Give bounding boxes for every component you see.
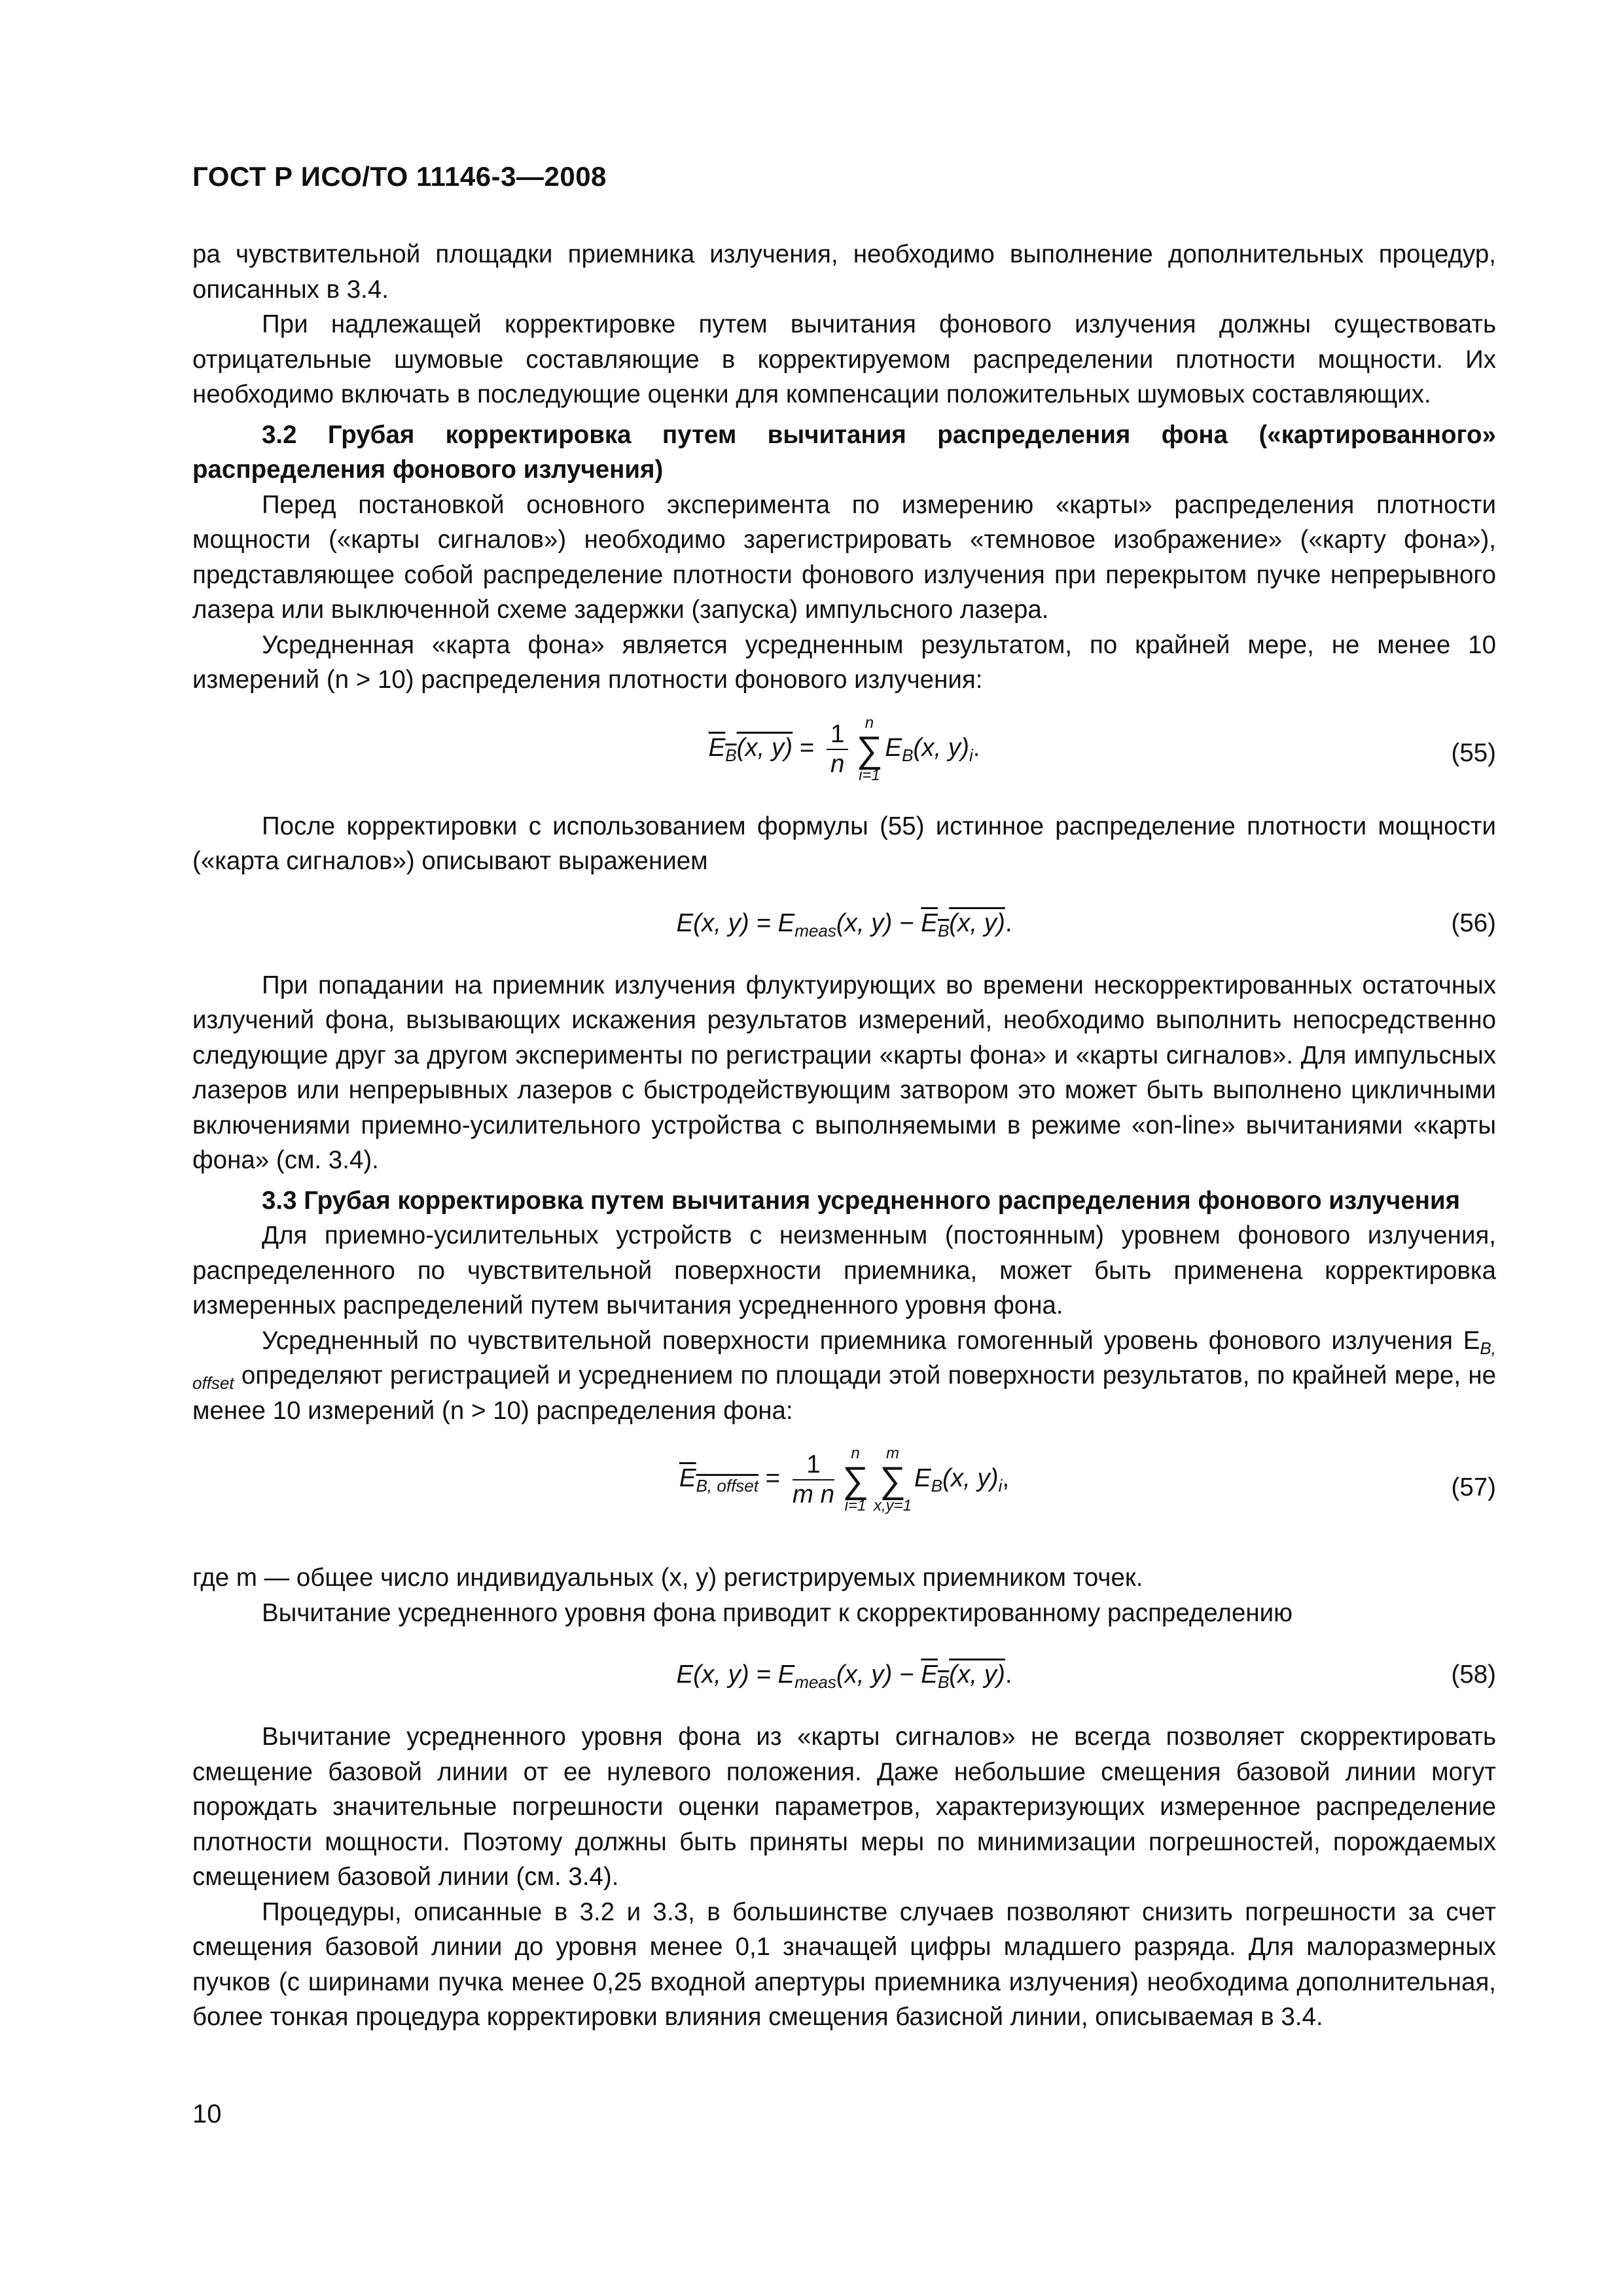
paragraph-after-correction: После корректировки с использованием формулы (55) истинное распределение плотности мощности («карта сигналов») описывают выражением [192,812,1496,875]
paragraph-averaged-map: Усредненная «карта фона» является усредненным результатом, по крайней мере, не менее 10 измерений (n > 10) распределения плотности фонового излучения: [192,630,1496,694]
paragraph-homogeneous-level: Усредненный по чувствительной поверхности приемника гомогенный уровень фонового излучения $E_{B, offset}$ определяют регистрацией и усреднением по площади этой поверхности результатов, по крайней мере, не менее 10 измерений (n > 10) распределения фона: [192,1326,1496,1425]
paragraph-fluctuations: При попадании на приемник излучения флуктуирующих во времени нескорректированных остаточных излучений фона, вызывающих искажения результатов измерений, необходимо выполнить непосредственно следующие друг за другом эксперименты по регистрации «карты фона» и «карты сигналов». Для импульсных лазеров или непрерывных лазеров с быстродействующим затвором это может быть выполнено цикличными включениями приемно-усилительного устройства с выполняемыми в режиме «on-line» вычитаниями «карты фона» (см. 3.4). [192,971,1496,1174]
equation-56-formula: E(x, $y) = E_{meas}(x$, $y) - E_B(x$, y). [676,908,1012,941]
paragraph-procedures: Процедуры, описанные в 3.2 и 3.3, в большинстве случаев позволяют снизить погрешности за счет смещения базовой линии до уровня менее 0,1 значащей цифры младшего разряда. Для малоразмерных пучков (с ширинами пучка менее 0,25 входной апертуры приемника излучения) необходима дополнительная, более тонкая процедура корректировки влияния смещения базисной линии, описываемая в 3.4. [192,1897,1496,2031]
equation-number-58: (58) [1451,1660,1496,1689]
paragraph-baseline-offset: Вычитание усредненного уровня фона из «карты сигналов» не всегда позволяет скорректировать смещение базовой линии от ее нулевого положения. Даже небольшие смещения базовой линии могут порождать значительные погрешности оценки параметров, характеризующих измеренное распределение плотности мощности. Поэтому должны быть приняты меры по минимизации погрешностей, порождаемых смещением базовой линии (см. 3.4). [192,1723,1496,1891]
paragraph-noise: При надлежащей корректировке путем вычитания фонового излучения должны существовать отрицательные шумовые составляющие в корректируемом распределении плотности мощности. Их необходимо включать в последующие оценки для компенсации положительных шумовых составляющих. [192,310,1496,408]
standard-header: ГОСТ Р ИСО/ТО 11146-3—2008 [192,161,607,192]
fraction-1-over-mn: $\frac{1}{\text{m n}}$ [792,1450,835,1509]
equation-57-formula: $E_{B, offset}$ = $\frac{1}{\text{m n}}$ n ∑ i=1 m ∑ x,y=1 $E_B(x$, $y)_i$, [679,1444,1010,1515]
fraction-1-over-n: $\frac{1}{n}$ [827,720,848,779]
sum-symbol-xy: m ∑ x,y=1 [873,1444,912,1515]
equation-57 [192,1445,1496,1543]
paragraph-subtraction-result: Вычитание усредненного уровня фона приводит к скорректированному распределению [262,1598,1293,1627]
equation-58-formula: E(x, $y) = E_{meas}(x$, $y) - E_B(x$, y). [676,1660,1012,1692]
equation-58 [192,1647,1496,1702]
section-heading-3-2: 3.2 Грубая корректировка путем вычитания распределения фона («картированного» распределения фонового излучения) [192,420,1496,484]
equation-55-formula: $E_B(x$, y) = $\frac{1}{n}$ n ∑ i=1 $E_B(x$, $y)_i$. [708,713,980,784]
page-number: 10 [192,2100,222,2128]
document-body [192,237,1496,2035]
paragraph-continued: ра чувствительной площадки приемника излучения, необходимо выполнение дополнительных процедур, описанных в 3.4. [192,240,1496,304]
equation-56 [192,896,1496,951]
sum-symbol-i: n ∑ i=1 [842,1444,868,1515]
equation-55 [192,715,1496,792]
sum-symbol: n ∑ i=1 [856,713,883,784]
equation-number-56: (56) [1451,908,1496,937]
equation-number-57: (57) [1451,1473,1496,1501]
paragraph-where-m: где m — общее число индивидуальных (x, y) регистрируемых приемником точек. [192,1564,1143,1592]
equation-number-55: (55) [1451,738,1496,767]
paragraph-constant-level: Для приемно-усилительных устройств с неизменным (постоянным) уровнем фонового излучения, распределенного по чувствительной поверхности приемника, может быть применена корректировка измеренных распределений путем вычитания усредненного уровня фона. [192,1221,1496,1319]
section-heading-3-3: 3.3 Грубая корректировка путем вычитания усредненного распределения фонового излучения [262,1186,1461,1215]
paragraph-dark-image: Перед постановкой основного эксперимента по измерению «карты» распределения плотности мощности («карты сигналов») необходимо зарегистрировать «темновое изображение» («карту фона»), представляющее собой распределение плотности фонового излучения при перекрытом пучке непрерывного лазера или выключенной схеме задержки (запуска) импульсного лазера. [192,490,1496,624]
